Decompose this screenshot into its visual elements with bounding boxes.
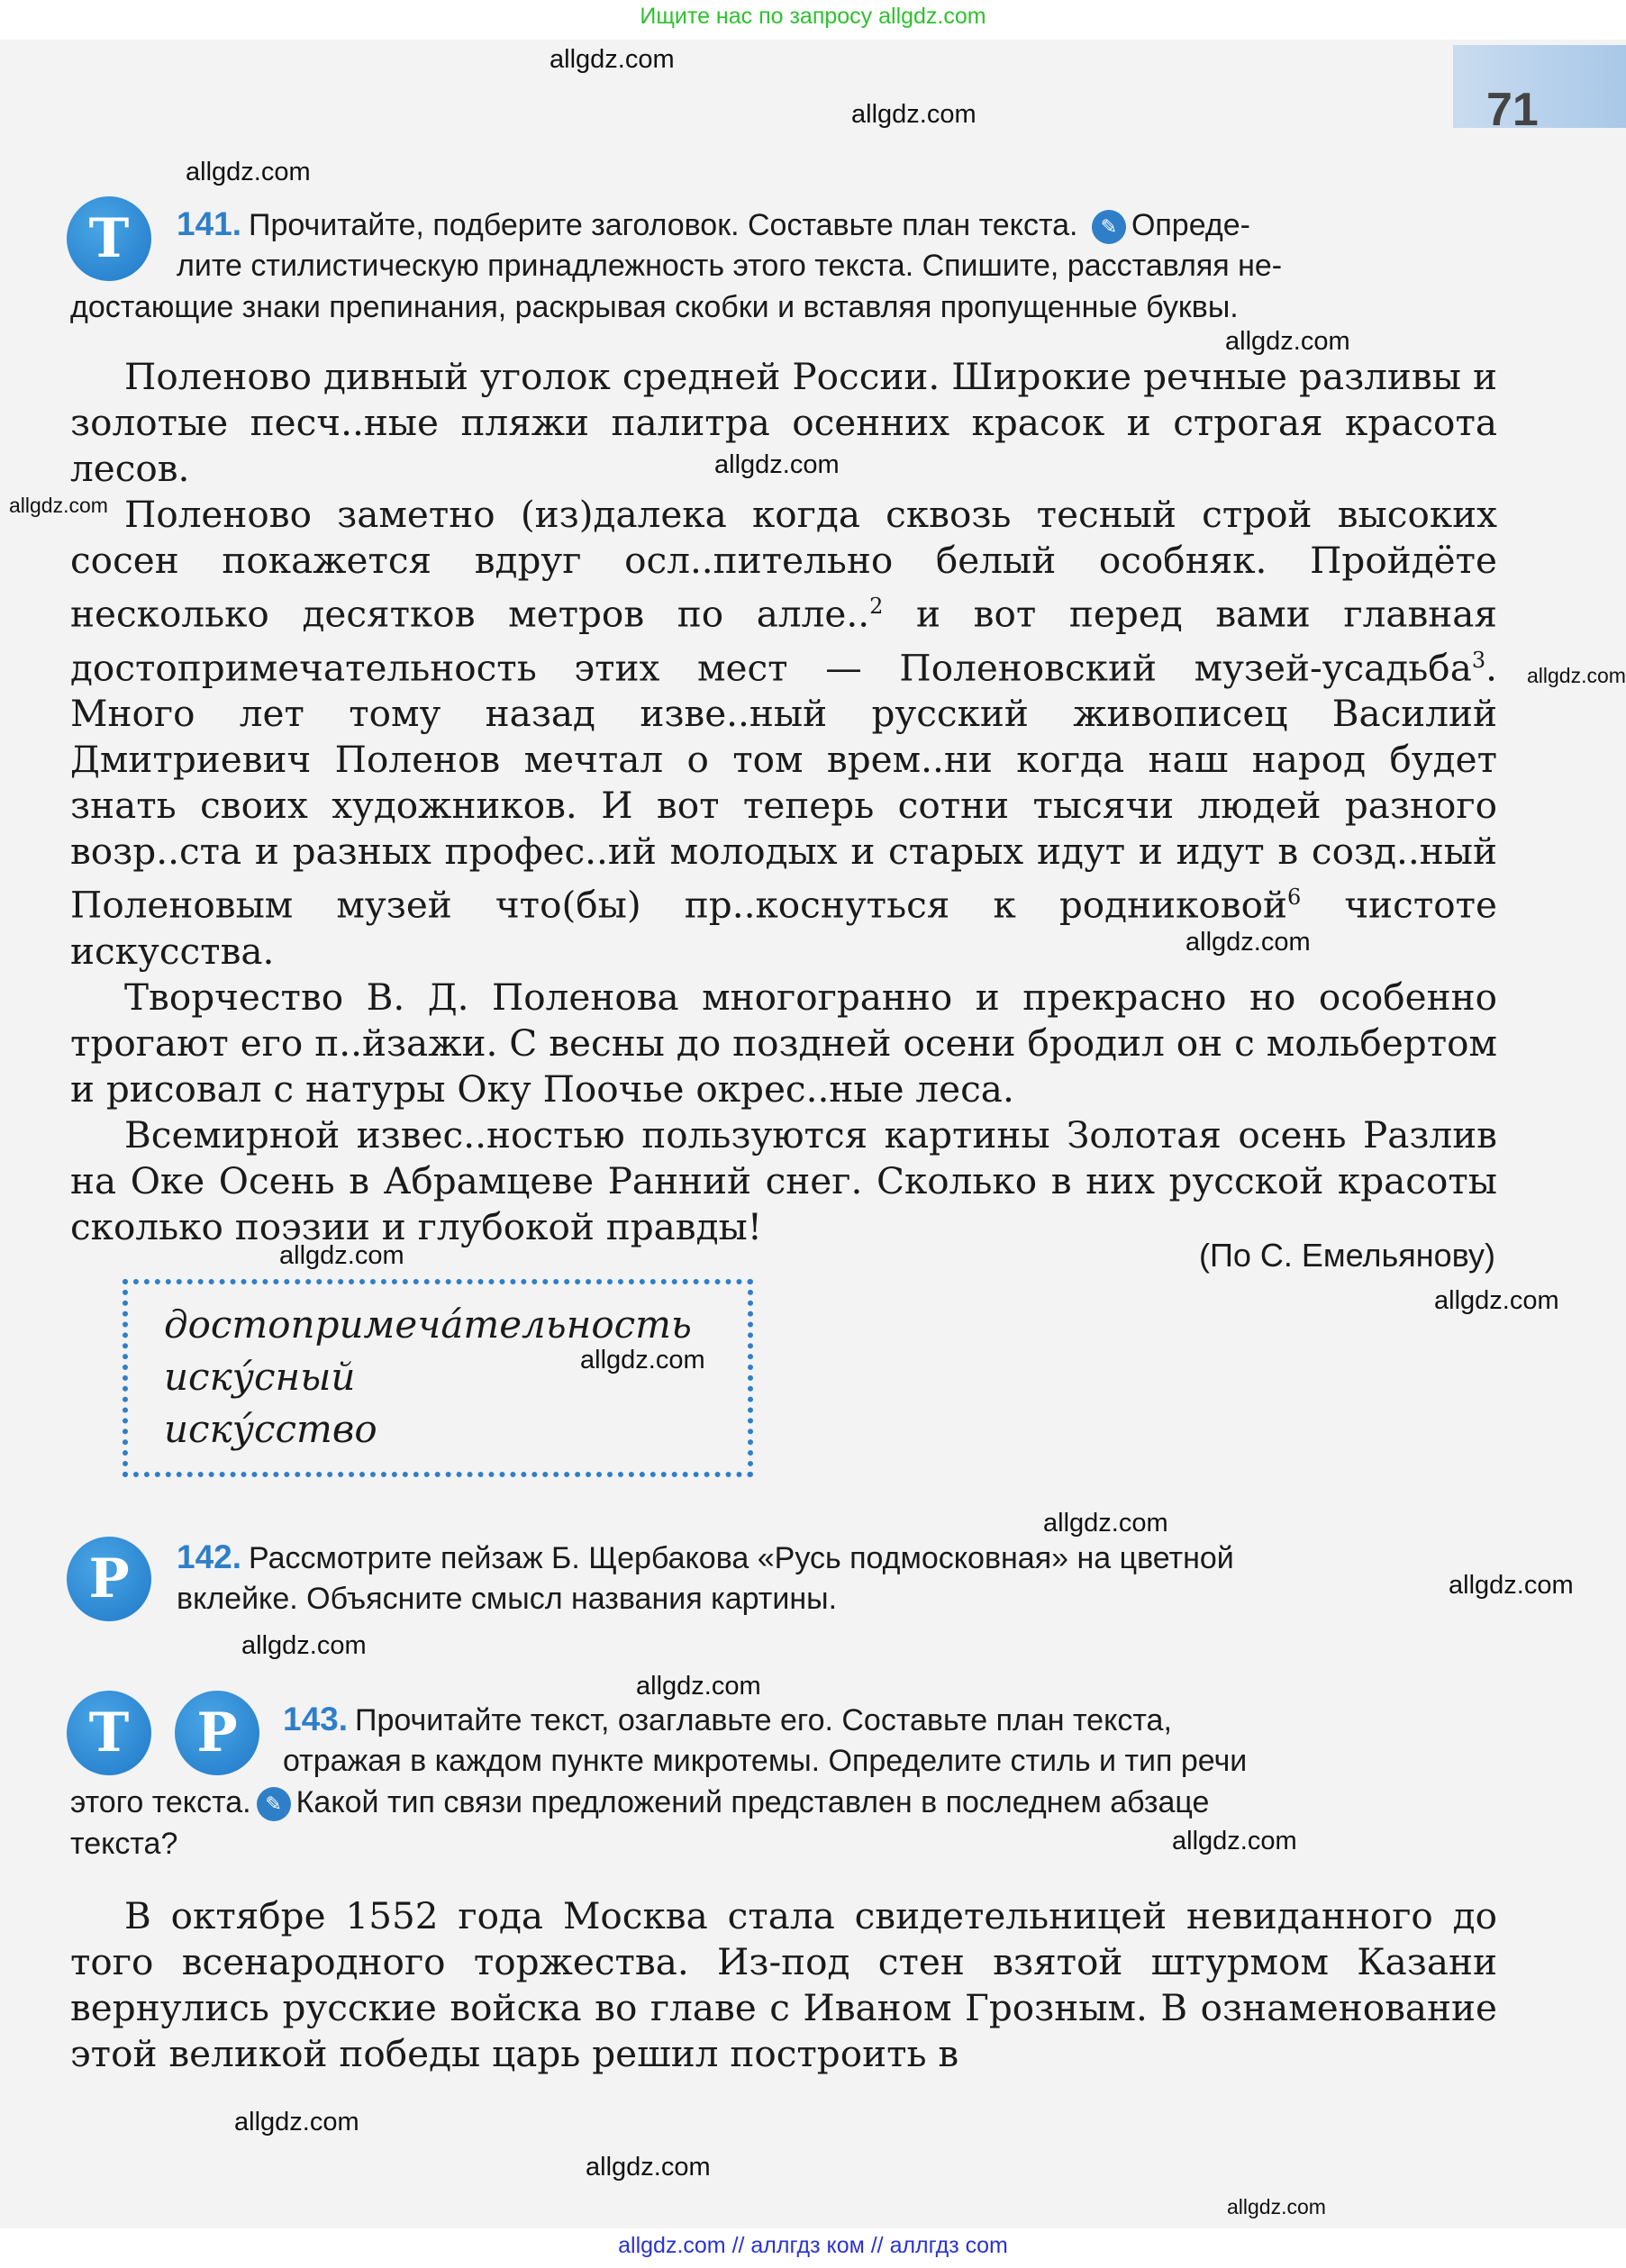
task-143-header — [283, 1699, 1497, 1741]
top-banner[interactable]: Ищите нас по запросу allgdz.com — [640, 4, 986, 29]
watermark: allgdz.com — [550, 45, 675, 74]
paragraph: Поленово заметно (из)далека когда сквозь тесный строй высоких сосен покажется вдруг осл..пительно белый особняк. Пройдёте несколько десятков метров по алле..$^2$ и вот перед вами главная достопримечательность этих мест — Поленовский музей-усадьба$^3$. Много лет тому назад изве..ный русский живописец Василий Дмитриевич Поленов мечтал о том врем..ни когда наш народ будет знать своих художников. И вот теперь сотни тысячи людей разного возр..ста и разных профес..ий молодых и старых идут и идут в созд..ный Поленовым музей что(бы) пр..коснуться к родниковой$^6$ чистоте искусства. — [70, 493, 1497, 973]
task-text: Прочитайте, подберите заголовок. Составьте план текста. — [249, 208, 1078, 242]
task-141-header — [177, 204, 1497, 246]
watermark: allgdz.com — [9, 494, 108, 517]
task-text: Прочитайте текст, озаглавьте его. Составьте план текста, — [355, 1703, 1172, 1737]
exercise-text-141 — [70, 354, 1497, 1250]
watermark: allgdz.com — [279, 1241, 404, 1270]
watermark: allgdz.com — [580, 1346, 705, 1374]
watermark: allgdz.com — [234, 2108, 359, 2136]
watermark: allgdz.com — [1434, 1286, 1559, 1315]
pen-icon: ✎ — [1092, 210, 1126, 244]
task-143-line — [70, 1782, 1497, 1823]
task-141-line: достающие знаки препинания, раскрывая скобки и вставляя пропущенные буквы. — [70, 290, 1239, 324]
watermark: allgdz.com — [241, 1631, 367, 1660]
watermark: allgdz.com — [1527, 664, 1626, 687]
watermark: allgdz.com — [1227, 2195, 1326, 2218]
task-text: Рассмотрите пейзаж Б. Щербакова «Русь подмосковная» на цветной — [249, 1541, 1234, 1575]
task-number: 141. — [177, 205, 242, 242]
watermark: allgdz.com — [186, 158, 311, 186]
vocabulary-word: иску́сство — [164, 1407, 377, 1451]
page-corner-tab — [1453, 45, 1626, 128]
exercise-text-143 — [70, 1893, 1497, 2077]
task-badge-t: Т — [67, 196, 151, 281]
watermark: allgdz.com — [1449, 1571, 1574, 1600]
task-143-line: текста? — [70, 1827, 178, 1861]
watermark: allgdz.com — [714, 450, 840, 479]
watermark: allgdz.com — [586, 2153, 711, 2182]
watermark: allgdz.com — [851, 100, 977, 129]
task-badge-r: Р — [67, 1537, 151, 1621]
task-142-line: вклейке. Объясните смысл названия картины. — [177, 1582, 838, 1616]
author-credit: (По С. Емельянову) — [1199, 1237, 1495, 1274]
watermark: allgdz.com — [636, 1672, 761, 1701]
paragraph: Творчество В. Д. Поленова многогранно и прекрасно но особенно трогают его п..йзажи. С весны до поздней осени бродил он с мольбертом и рисовал с натуры Оку Поочье окрес..ные леса. — [70, 975, 1497, 1111]
watermark: allgdz.com — [1043, 1509, 1168, 1538]
paragraph: Всемирной извес..ностью пользуются картины Золотая осень Разлив на Оке Осень в Абрамцеве Ранний снег. Сколько в них русской красоты сколько поэзии и глубокой правды! — [70, 1112, 1497, 1248]
paragraph: Поленово дивный уголок средней России. Широкие речные разливы и золотые песч..ные пляжи палитра осенних красок и строгая красота лесов. — [70, 355, 1497, 490]
page-number: 71 — [1486, 84, 1539, 136]
task-number: 142. — [177, 1538, 242, 1575]
watermark: allgdz.com — [1172, 1827, 1297, 1855]
paragraph: В октябре 1552 года Москва стала свидетельницей невиданного до того всенародного торжества. Из-под стен взятой штурмом Казани вернулись русские войска во главе с Иваном Грозным. В ознаменование этой великой победы царь решил построить в — [70, 1894, 1497, 2075]
task-text: Опреде- — [1131, 208, 1250, 242]
task-badge-r: Р — [175, 1691, 259, 1775]
task-number: 143. — [283, 1701, 349, 1737]
watermark: allgdz.com — [1185, 928, 1311, 957]
vocabulary-word: достопримеча́тельность — [164, 1302, 692, 1347]
task-text: этого текста. — [70, 1785, 251, 1819]
task-text: Какой тип связи предложений представлен в последнем абзаце — [295, 1785, 1210, 1819]
bottom-banner[interactable]: allgdz.com // аллгдз ком // аллгдз com — [618, 2233, 1008, 2258]
watermark: allgdz.com — [1225, 327, 1350, 356]
task-badge-t: Т — [67, 1691, 151, 1775]
vocabulary-box — [123, 1279, 753, 1477]
task-142-header — [177, 1537, 1497, 1579]
task-141-line: лите стилистическую принадлежность этого текста. Спишите, расставляя не- — [177, 249, 1283, 283]
task-143-line: отражая в каждом пункте микротемы. Определите стиль и тип речи — [283, 1744, 1248, 1778]
pen-icon: ✎ — [257, 1787, 291, 1821]
vocabulary-word: иску́сный — [164, 1355, 356, 1399]
